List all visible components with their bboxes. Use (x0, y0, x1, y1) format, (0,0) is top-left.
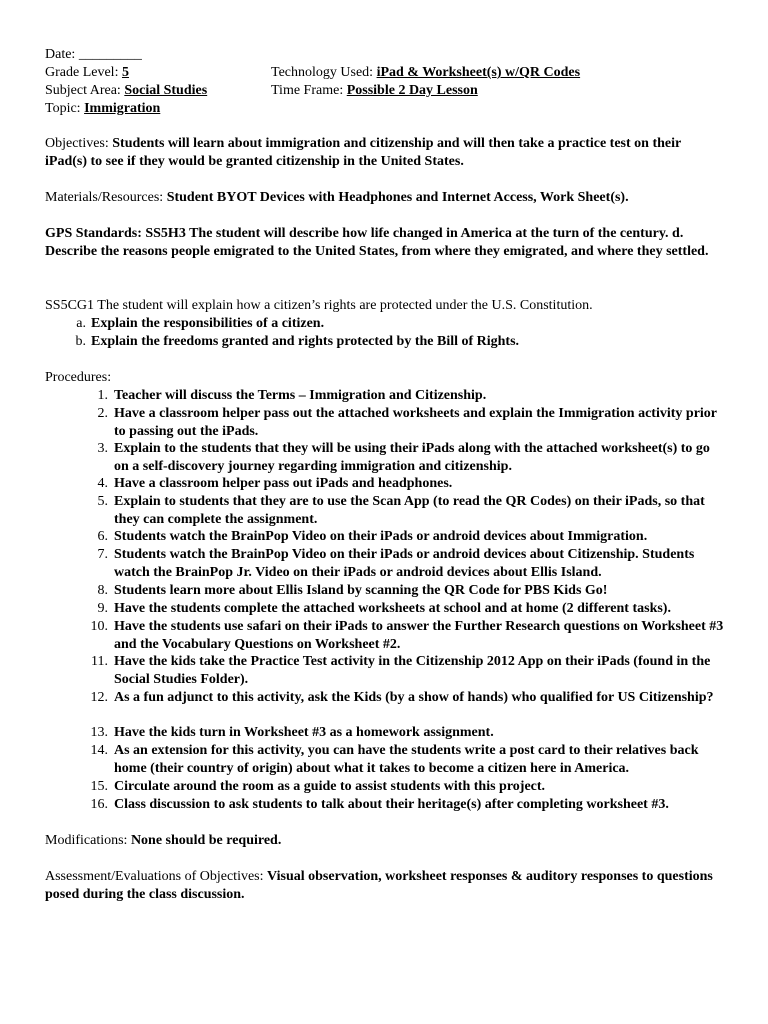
subject-line (45, 82, 207, 100)
materials-text: Student BYOT Devices with Headphones and Internet Access, Work Sheet(s). (166, 190, 629, 205)
modifications-text: None should be required. (130, 833, 282, 848)
assessment-section (45, 868, 725, 904)
objectives-section (45, 135, 725, 171)
ss5cg1-standard: SS5CG1 The student will explain how a citizen’s rights are protected under the U.S. Constitution. (45, 298, 593, 313)
topic-label: Topic: (45, 101, 81, 116)
list-text: As an extension for this activity, you can have the students write a post card to their relatives back home (their country of origin) about what it takes to become a citizen here in America. (114, 743, 699, 776)
list-text: Explain the freedoms granted and rights protected by the Bill of Rights. (91, 334, 520, 349)
list-number: 9. (97, 601, 108, 616)
materials-section (45, 189, 725, 207)
list-text: Teacher will discuss the Terms – Immigration and Citizenship. (114, 388, 487, 403)
list-text: Have the kids turn in Worksheet #3 as a homework assignment. (114, 725, 494, 740)
subject-label: Subject Area: (45, 83, 121, 98)
date-value: _________ (78, 47, 142, 62)
list-number: 2. (97, 406, 108, 421)
list-text: Circulate around the room as a guide to assist students with this project. (114, 779, 546, 794)
procedures-label: Procedures: (45, 370, 112, 385)
date-label: Date: (45, 47, 76, 62)
date-line (45, 46, 142, 64)
list-number: 7. (97, 547, 108, 562)
time-frame-value: Possible 2 Day Lesson (346, 83, 478, 98)
list-text: Have the students use safari on their iPads to answer the Further Research questions on Worksheet #3 and the Vocabulary Questions on Worksheet #2. (114, 619, 724, 652)
list-text: Explain to the students that they will be using their iPads along with the attached worksheet(s) to go on a self-discovery journey regarding immigration and citizenship. (114, 441, 710, 474)
time-frame-label: Time Frame: (271, 83, 344, 98)
list-number: 15. (90, 779, 108, 794)
topic-value: Immigration (84, 101, 161, 116)
list-text: Explain the responsibilities of a citizen. (91, 316, 325, 331)
list-text: Have the kids take the Practice Test activity in the Citizenship 2012 App on their iPads (found in the Social Studies Folder). (114, 654, 711, 687)
grade-line (45, 64, 129, 82)
list-number: 3. (97, 441, 108, 456)
list-text: Explain to students that they are to use the Scan App (to read the QR Codes) on their iPads, so that they can complete the assignment. (114, 494, 705, 527)
subject-value: Social Studies (124, 83, 208, 98)
list-number: b. (75, 334, 86, 349)
list-number: 5. (97, 494, 108, 509)
materials-label: Materials/Resources: (45, 190, 164, 205)
list-number: a. (76, 316, 86, 331)
list-number: 13. (90, 725, 108, 740)
list-number: 16. (90, 797, 108, 812)
gps-standards: GPS Standards: SS5H3 The student will describe how life changed in America at the turn of the century. d. Describe the reasons people emigrated to the United States, from where they emigrated, and where they settled. (45, 226, 709, 259)
objectives-text: Students will learn about immigration and citizenship and will then take a practice test on their iPad(s) to see if they would be granted citizenship in the United States. (45, 136, 681, 169)
list-number: 12. (90, 690, 108, 705)
modifications-label: Modifications: (45, 833, 128, 848)
modifications-section (45, 832, 725, 850)
grade-value: 5 (121, 65, 129, 80)
technology-label: Technology Used: (271, 65, 374, 80)
assessment-label: Assessment/Evaluations of Objectives: (45, 869, 264, 884)
time-frame-line (271, 82, 478, 100)
list-number: 8. (97, 583, 108, 598)
list-number: 14. (90, 743, 108, 758)
assessment-text: Visual observation, worksheet responses & auditory responses to questions posed during the class discussion. (45, 869, 713, 902)
list-text: Have a classroom helper pass out iPads and headphones. (114, 476, 453, 491)
list-text: Students watch the BrainPop Video on their iPads or android devices about Immigration. (114, 529, 648, 544)
list-number: 1. (97, 388, 108, 403)
list-text: Have a classroom helper pass out the attached worksheets and explain the Immigration activity prior to passing out the iPads. (114, 406, 717, 439)
list-number: 4. (97, 476, 108, 491)
topic-line (45, 100, 160, 118)
objectives-label: Objectives: (45, 136, 109, 151)
list-text: Students watch the BrainPop Video on their iPads or android devices about Citizenship. Students watch the BrainPop Jr. Video on their iPads or android devices about Ellis Island. (114, 547, 695, 580)
list-number: 10. (90, 619, 108, 634)
list-number: 6. (97, 529, 108, 544)
list-number: 11. (91, 654, 108, 669)
list-text: Class discussion to ask students to talk about their heritage(s) after completing worksheet #3. (114, 797, 669, 812)
grade-label: Grade Level: (45, 65, 119, 80)
technology-value: iPad & Worksheet(s) w/QR Codes (376, 65, 581, 80)
list-text: Have the students complete the attached worksheets at school and at home (2 different tasks). (114, 601, 671, 616)
technology-line (271, 64, 580, 82)
list-text: As a fun adjunct to this activity, ask the Kids (by a show of hands) who qualified for US Citizenship? (114, 690, 714, 705)
list-text: Students learn more about Ellis Island by scanning the QR Code for PBS Kids Go! (114, 583, 608, 598)
